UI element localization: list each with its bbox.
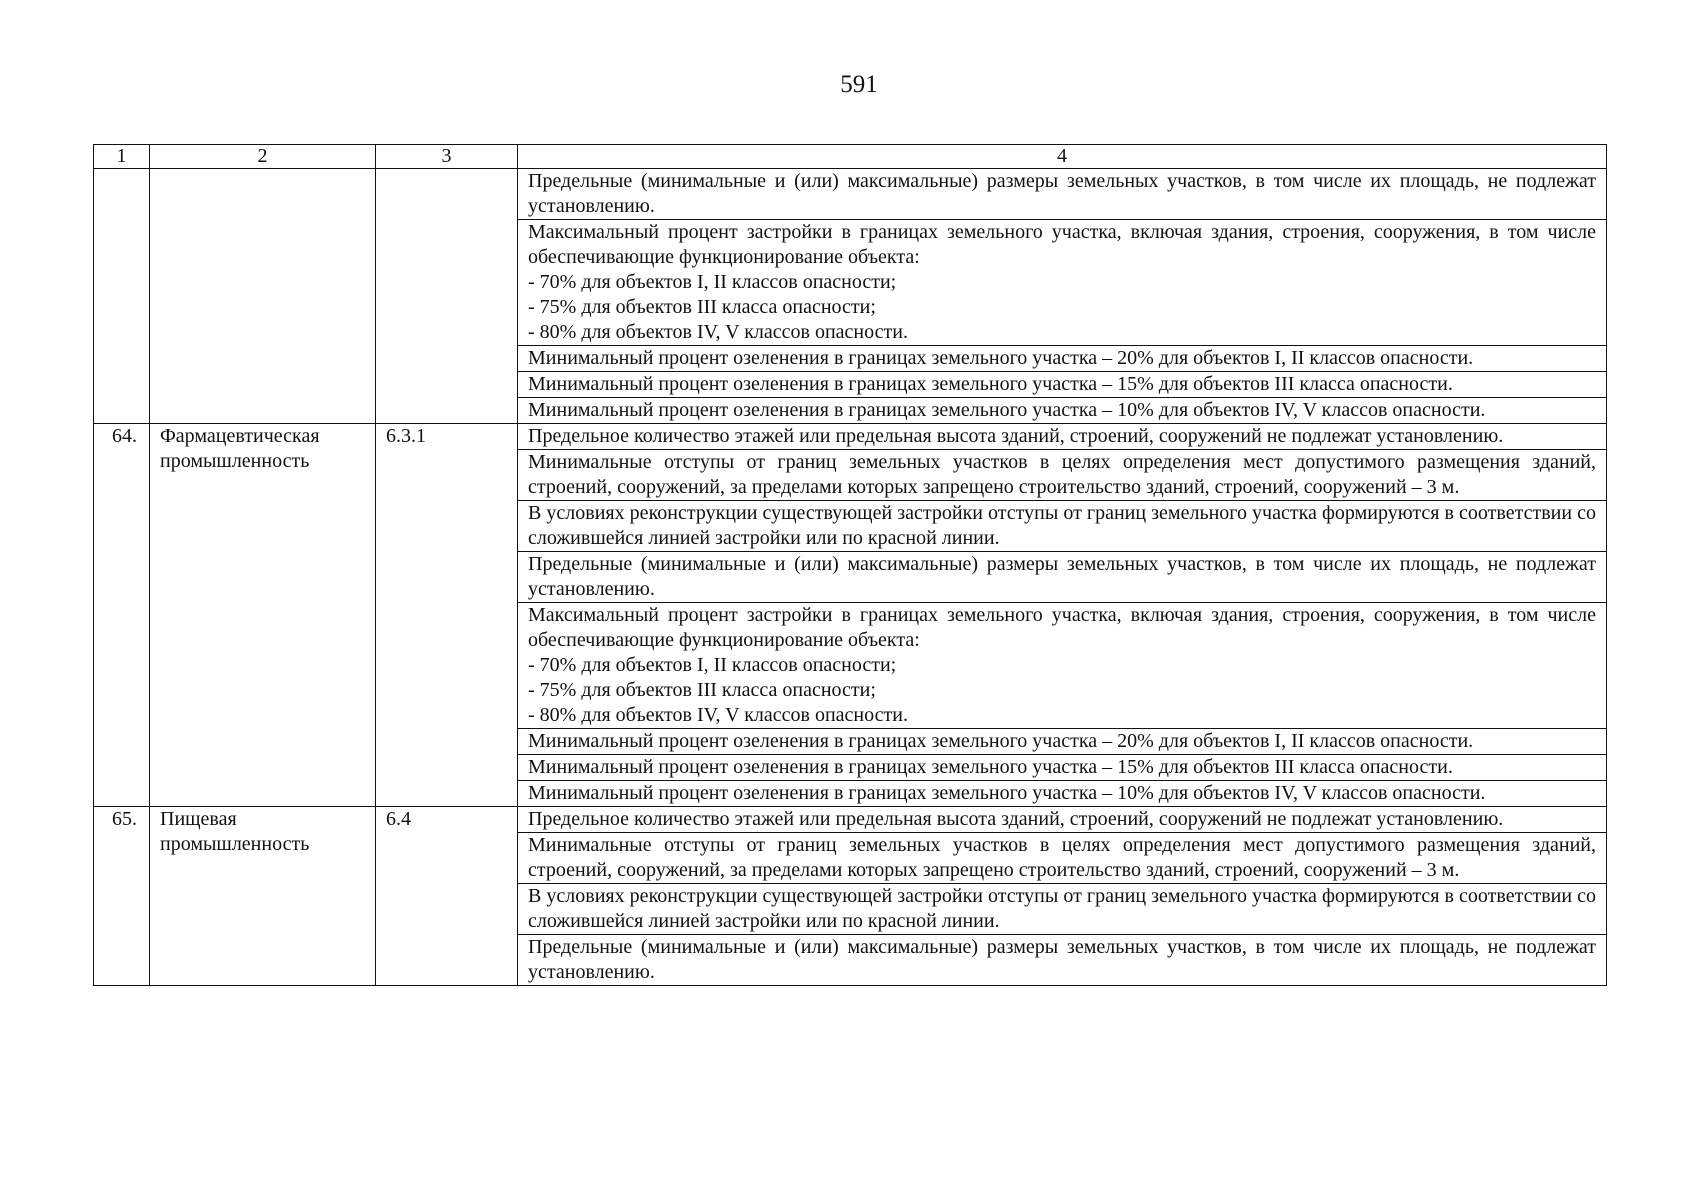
requirement-text: Минимальный процент озеленения в границах земельного участка – 10% для объектов IV, V классов опасности. — [528, 782, 1486, 804]
requirement-cell — [518, 169, 1607, 220]
requirement-cell — [518, 935, 1607, 986]
requirement-text: Минимальный процент озеленения в границах земельного участка – 20% для объектов I, II классов опасности. — [528, 347, 1474, 369]
header-col-3: 3 — [376, 145, 518, 169]
name-cell — [150, 169, 376, 424]
requirement-text: Минимальные отступы от границ земельных участков в целях определения мест допустимого размещения зданий, строений, сооружений, за пределами которых запрещено строительство зданий, строений, сооружений – 3 м. — [528, 834, 1596, 881]
table-header — [94, 145, 1607, 169]
entry-name: Пищевая промышленность — [150, 807, 376, 986]
requirement-text: Максимальный процент застройки в границах земельного участка, включая здания, строения, сооружения, в том числе обеспечивающие функционирование объекта: — [528, 221, 1596, 268]
requirement-text: В условиях реконструкции существующей застройки отступы от границ земельного участка формируются в соответствии со сложившейся линией застройки или по красной линии. — [528, 885, 1596, 932]
requirement-text: Минимальный процент озеленения в границах земельного участка – 20% для объектов I, II классов опасности. — [528, 730, 1474, 752]
requirement-text: Предельное количество этажей или предельная высота зданий, строений, сооружений не подлежат установлению. — [528, 808, 1504, 830]
requirement-text: Предельное количество этажей или предельная высота зданий, строений, сооружений не подлежат установлению. — [528, 425, 1504, 447]
table-body — [94, 169, 1607, 986]
requirement-text: Минимальные отступы от границ земельных участков в целях определения мест допустимого размещения зданий, строений, сооружений, за пределами которых запрещено строительство зданий, строений, сооружений – 3 м. — [528, 451, 1596, 498]
requirement-cell — [518, 833, 1607, 884]
entry-code: 6.4 — [376, 807, 518, 986]
requirement-text: Минимальный процент озеленения в границах земельного участка – 15% для объектов III класса опасности. — [528, 756, 1453, 778]
requirement-text: Предельные (минимальные и (или) максимальные) размеры земельных участков, в том числе их площадь, не подлежат установлению. — [528, 936, 1596, 983]
requirement-text: - 75% для объектов III класса опасности; — [528, 296, 876, 318]
requirement-cell — [518, 729, 1607, 755]
header-col-4: 4 — [518, 145, 1607, 169]
entry-number: 65. — [94, 807, 150, 986]
code-cell — [376, 169, 518, 424]
requirement-text: Минимальный процент озеленения в границах земельного участка – 10% для объектов IV, V классов опасности. — [528, 399, 1486, 421]
requirement-cell — [518, 450, 1607, 501]
requirement-cell — [518, 220, 1607, 346]
number-cell — [94, 169, 150, 424]
table-row — [94, 424, 1607, 450]
requirement-text: Минимальный процент озеленения в границах земельного участка – 15% для объектов III класса опасности. — [528, 373, 1453, 395]
requirement-text: - 75% для объектов III класса опасности; — [528, 679, 876, 701]
requirement-cell — [518, 884, 1607, 935]
requirement-text: Предельные (минимальные и (или) максимальные) размеры земельных участков, в том числе их площадь, не подлежат установлению. — [528, 170, 1596, 217]
requirement-cell — [518, 346, 1607, 372]
requirement-cell — [518, 372, 1607, 398]
requirement-cell — [518, 603, 1607, 729]
requirement-text: - 80% для объектов IV, V классов опасности. — [528, 704, 908, 726]
page-number: 591 — [840, 71, 878, 98]
entry-number: 64. — [94, 424, 150, 807]
requirement-cell — [518, 755, 1607, 781]
regulations-table — [93, 144, 1607, 986]
header-col-1: 1 — [94, 145, 150, 169]
requirement-text: - 70% для объектов I, II классов опасности; — [528, 271, 897, 293]
requirement-cell — [518, 398, 1607, 424]
requirement-cell — [518, 807, 1607, 833]
entry-code: 6.3.1 — [376, 424, 518, 807]
requirement-text: В условиях реконструкции существующей застройки отступы от границ земельного участка формируются в соответствии со сложившейся линией застройки или по красной линии. — [528, 502, 1596, 549]
table-row — [94, 807, 1607, 833]
requirement-cell — [518, 552, 1607, 603]
entry-name: Фармацевтическая промышленность — [150, 424, 376, 807]
requirement-text: - 80% для объектов IV, V классов опасности. — [528, 321, 908, 343]
table-row — [94, 169, 1607, 220]
requirement-cell — [518, 424, 1607, 450]
requirement-cell — [518, 781, 1607, 807]
requirement-cell — [518, 501, 1607, 552]
requirement-text: - 70% для объектов I, II классов опасности; — [528, 654, 897, 676]
requirement-text: Максимальный процент застройки в границах земельного участка, включая здания, строения, сооружения, в том числе обеспечивающие функционирование объекта: — [528, 604, 1596, 651]
header-col-2: 2 — [150, 145, 376, 169]
header-row — [94, 145, 1607, 169]
requirement-text: Предельные (минимальные и (или) максимальные) размеры земельных участков, в том числе их площадь, не подлежат установлению. — [528, 553, 1596, 600]
